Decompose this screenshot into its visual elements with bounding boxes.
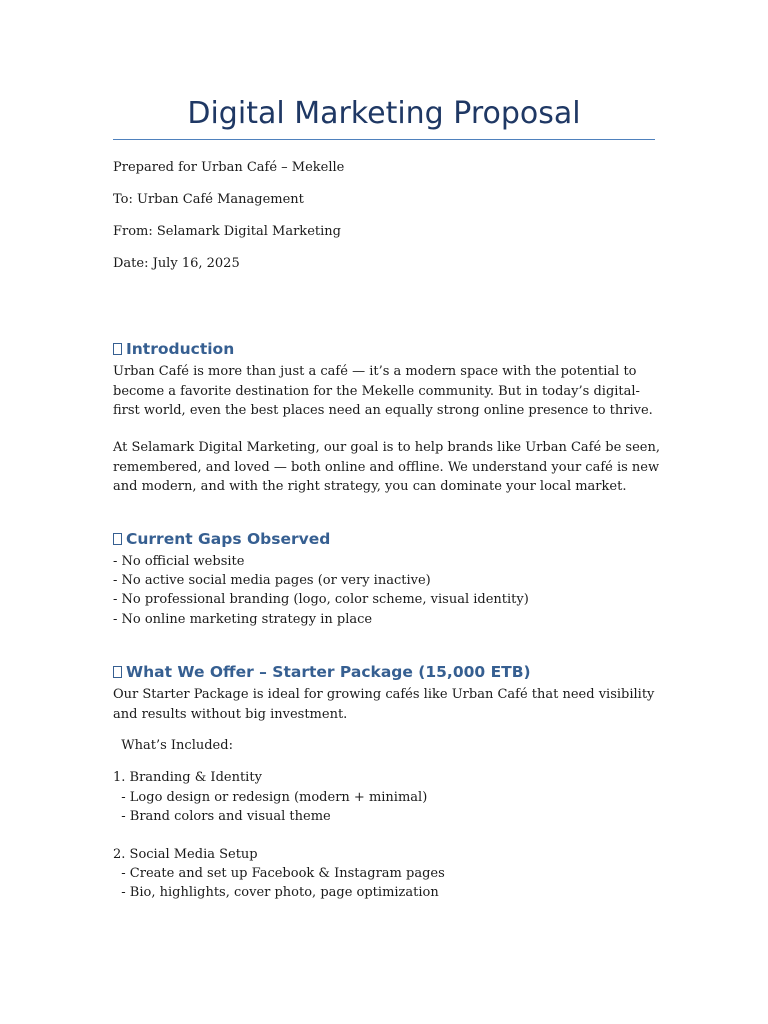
prepared-for-line: Prepared for Urban Café – Mekelle (113, 160, 345, 175)
list-item: - No professional branding (logo, color scheme, visual identity) (113, 592, 529, 607)
introduction-paragraph-1: Urban Café is more than just a café — it’s a modern space with the potential to become a favorite destination for the Mekelle community. But in today’s digital-first world, even the best places need an equally strong online presence to thrive. (113, 364, 653, 418)
offer-intro-paragraph: Our Starter Package is ideal for growing cafés like Urban Café that need visibility and results without big investment. (113, 687, 655, 722)
list-item: - Bio, highlights, cover photo, page optimization (113, 885, 439, 900)
offer-group-title: 1. Branding & Identity (113, 770, 262, 785)
gaps-heading (113, 528, 330, 550)
title-underline (113, 139, 655, 140)
document-title: Digital Marketing Proposal (187, 96, 581, 131)
offer-heading-text: What We Offer – Starter Package (15,000 ETB) (126, 663, 531, 681)
missing-glyph-icon (113, 343, 122, 355)
introduction-heading (113, 338, 234, 360)
list-item: - No official website (113, 554, 245, 569)
missing-glyph-icon (113, 666, 122, 678)
list-item: - Logo design or redesign (modern + minimal) (113, 790, 428, 805)
from-line: From: Selamark Digital Marketing (113, 224, 341, 239)
introduction-paragraph-2: At Selamark Digital Marketing, our goal is to help brands like Urban Café be seen, remembered, and loved — both online and offline. We understand your café is new and modern, and with the right strategy, you can dominate your local market. (113, 440, 660, 494)
gaps-heading-text: Current Gaps Observed (126, 530, 331, 548)
date-line: Date: July 16, 2025 (113, 256, 240, 271)
to-line: To: Urban Café Management (113, 192, 304, 207)
list-item: - No active social media pages (or very inactive) (113, 573, 431, 588)
introduction-heading-text: Introduction (126, 340, 235, 358)
offer-group-title: 2. Social Media Setup (113, 847, 258, 862)
list-item: - No online marketing strategy in place (113, 612, 373, 627)
list-item: - Brand colors and visual theme (113, 809, 331, 824)
list-item: - Create and set up Facebook & Instagram pages (113, 866, 445, 881)
offer-heading (113, 661, 531, 683)
included-label: What’s Included: (113, 738, 233, 753)
missing-glyph-icon (113, 533, 122, 545)
